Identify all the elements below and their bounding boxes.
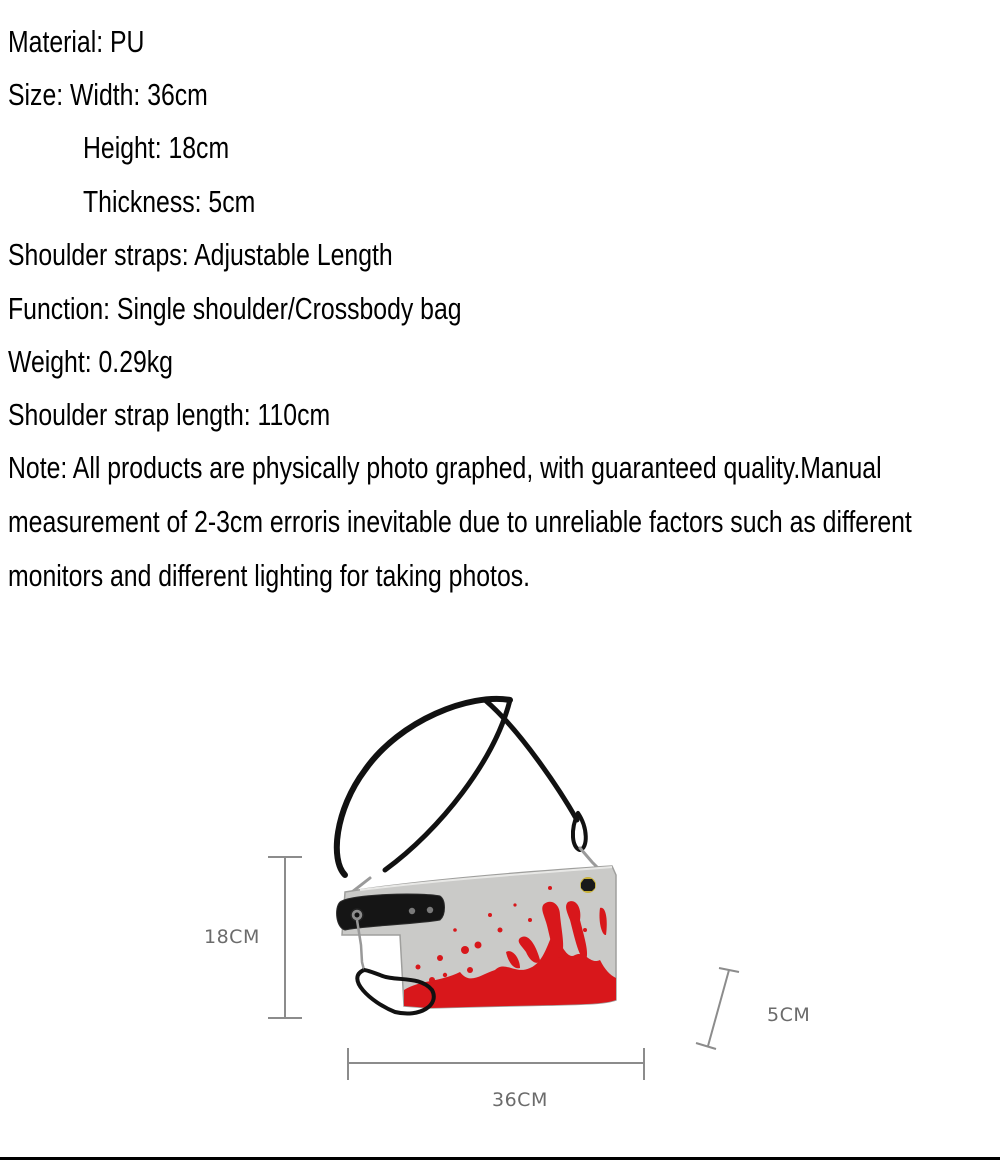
- spec-function: Function: Single shoulder/Crossbody bag: [8, 291, 462, 326]
- spec-material: Material: PU: [8, 24, 145, 59]
- spec-size-thickness: Thickness: 5cm: [83, 184, 256, 219]
- thickness-dimension-label: 5CM: [767, 1004, 811, 1026]
- blade-hole-icon: [580, 877, 596, 893]
- spec-size-height: Height: 18cm: [83, 130, 230, 165]
- height-dimension-label: 18CM: [204, 926, 260, 948]
- note-line-1: Note: All products are physically photo graphed, with guaranteed quality.Manual: [8, 450, 882, 485]
- note-line-2: measurement of 2-3cm erroris inevitable due to unreliable factors such as different: [8, 504, 912, 539]
- spec-strap-length: Shoulder strap length: 110cm: [8, 397, 331, 432]
- width-dimension-bracket: [348, 1048, 644, 1080]
- height-dimension-bracket: [268, 857, 302, 1018]
- shoulder-strap: [337, 699, 600, 892]
- thickness-dimension-bracket: [696, 968, 739, 1049]
- spec-shoulder-straps: Shoulder straps: Adjustable Length: [8, 237, 393, 272]
- note-line-3: monitors and different lighting for taking photos.: [8, 558, 531, 593]
- width-dimension-label: 36CM: [492, 1089, 548, 1111]
- product-dimension-figure: [0, 620, 1000, 1160]
- cleaver-bag-illustration: [0, 620, 1000, 1160]
- spec-size-width: Size: Width: 36cm: [8, 77, 208, 112]
- spec-weight: Weight: 0.29kg: [8, 344, 173, 379]
